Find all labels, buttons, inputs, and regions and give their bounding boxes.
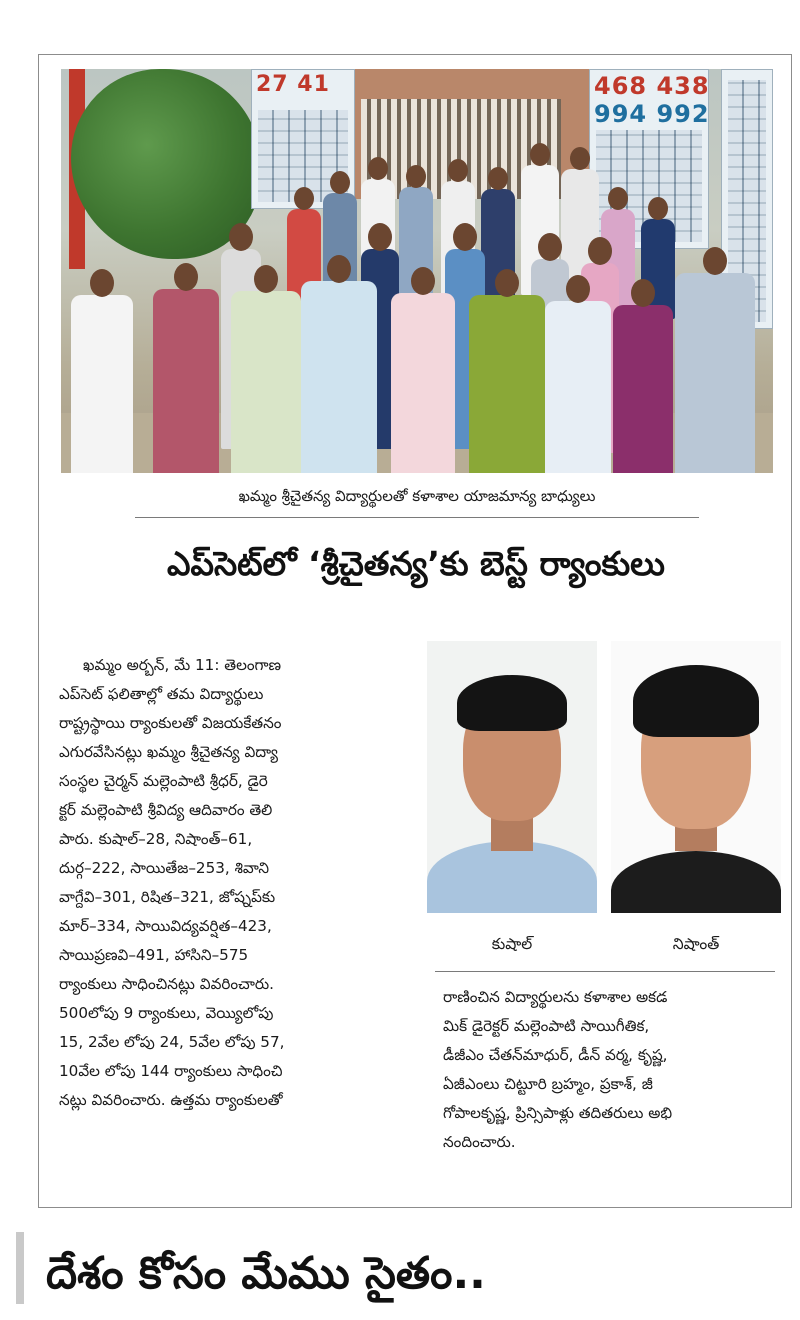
body-line: రాష్ట్రస్థాయి ర్యాంకులతో విజయకేతనం [59,714,282,732]
portrait-name-nishanth: నిషాంత్ [672,935,720,953]
person [675,273,755,473]
person [153,289,219,473]
board-left-digits: 27 41 [256,72,330,97]
body-line: దుర్గ–222, సాయితేజ–253, శివాని [59,859,270,877]
body-line: మిక్ డైరెక్టర్ మల్లెంపాటి సాయిగీతిక, [443,1017,650,1035]
body-line: సాయిప్రణవి–491, హాసిని–575 [59,946,249,964]
portrait-name-kushal: కుషాల్ [491,935,533,953]
body-line: సంస్థల చైర్మన్ మల్లెంపాటి శ్రీధర్, డైరె [59,772,268,790]
board-right-row2: 994 992 [594,100,710,128]
body-line: ఖమ్మం అర్బన్, మే 11: తెలంగాణ [83,656,282,674]
portrait-photo-kushal [427,641,597,913]
body-line: నందించారు. [443,1133,516,1151]
photo-caption: ఖమ్మం శ్రీచైతన్య విద్యార్థులతో కళాశాల యాజమాన్య బాధ్యులు [238,487,596,505]
body-line: రాణించిన విద్యార్థులను కళాశాల అకడ [443,988,668,1006]
next-article-bar [16,1232,24,1304]
body-line: ఎగురవేసినట్లు ఖమ్మం శ్రీచైతన్య విద్యా [59,743,279,761]
person [391,293,455,473]
person [545,301,611,473]
body-line: గోపాలకృష్ణ, ప్రిన్సిపాళ్లు తదితరులు అభి [443,1104,673,1122]
article-body-left [59,651,431,1181]
headline: ఎప్‌సెట్‌లో ‘శ్రీచైతన్య’కు బెస్ట్ ర్యాంకులు [167,544,665,583]
body-line: 15, 2వేల లోపు 24, 5వేల లోపు 57, [59,1033,285,1051]
body-line: డీజీఎం చేతన్‌మాధుర్, డీన్ వర్మ, కృష్ణ, [443,1046,668,1064]
body-line: నట్లు వివరించారు. ఉత్తమ ర్యాంకులతో [59,1091,283,1109]
article-body-right [443,983,783,1183]
body-line: ఎప్‌సెట్ ఫలితాల్లో తమ విద్యార్థులు [59,685,264,703]
person [231,291,301,473]
person [71,295,133,473]
person [613,305,673,473]
board-right-digits [594,74,710,126]
body-line: మార్–334, సాయివిద్యవర్షిత–423, [59,917,272,935]
board-right-row1: 468 438 [594,72,710,100]
caption-rule [135,517,699,518]
next-article-headline: దేశం కోసం మేము సైతం.. [46,1248,486,1299]
body-line: క్టర్ మల్లెంపాటి శ్రీవిద్య ఆదివారం తెలి [59,801,273,819]
person [301,281,377,473]
body-line: 10వేల లోపు 144 ర్యాంకులు సాధించి [59,1062,283,1080]
article [38,54,792,1208]
portrait-rule [435,971,775,972]
person [469,295,545,473]
body-line: ఏజీఎంలు చిట్టూరి బ్రహ్మం, ప్రకాశ్, జీ [443,1075,653,1093]
body-line: 500లోపు 9 ర్యాంకులు, వెయ్యిలోపు [59,1004,274,1022]
group-photo [61,69,773,473]
portrait-photo-nishanth [611,641,781,913]
body-line: వాగ్దేవి–301, రిషిత–321, జోష్నప్‌కు [59,888,276,906]
body-line: ర్యాంకులు సాధించినట్లు వివరించారు. [59,975,274,993]
body-line: పారు. కుషాల్–28, నిషాంత్–61, [59,830,253,848]
